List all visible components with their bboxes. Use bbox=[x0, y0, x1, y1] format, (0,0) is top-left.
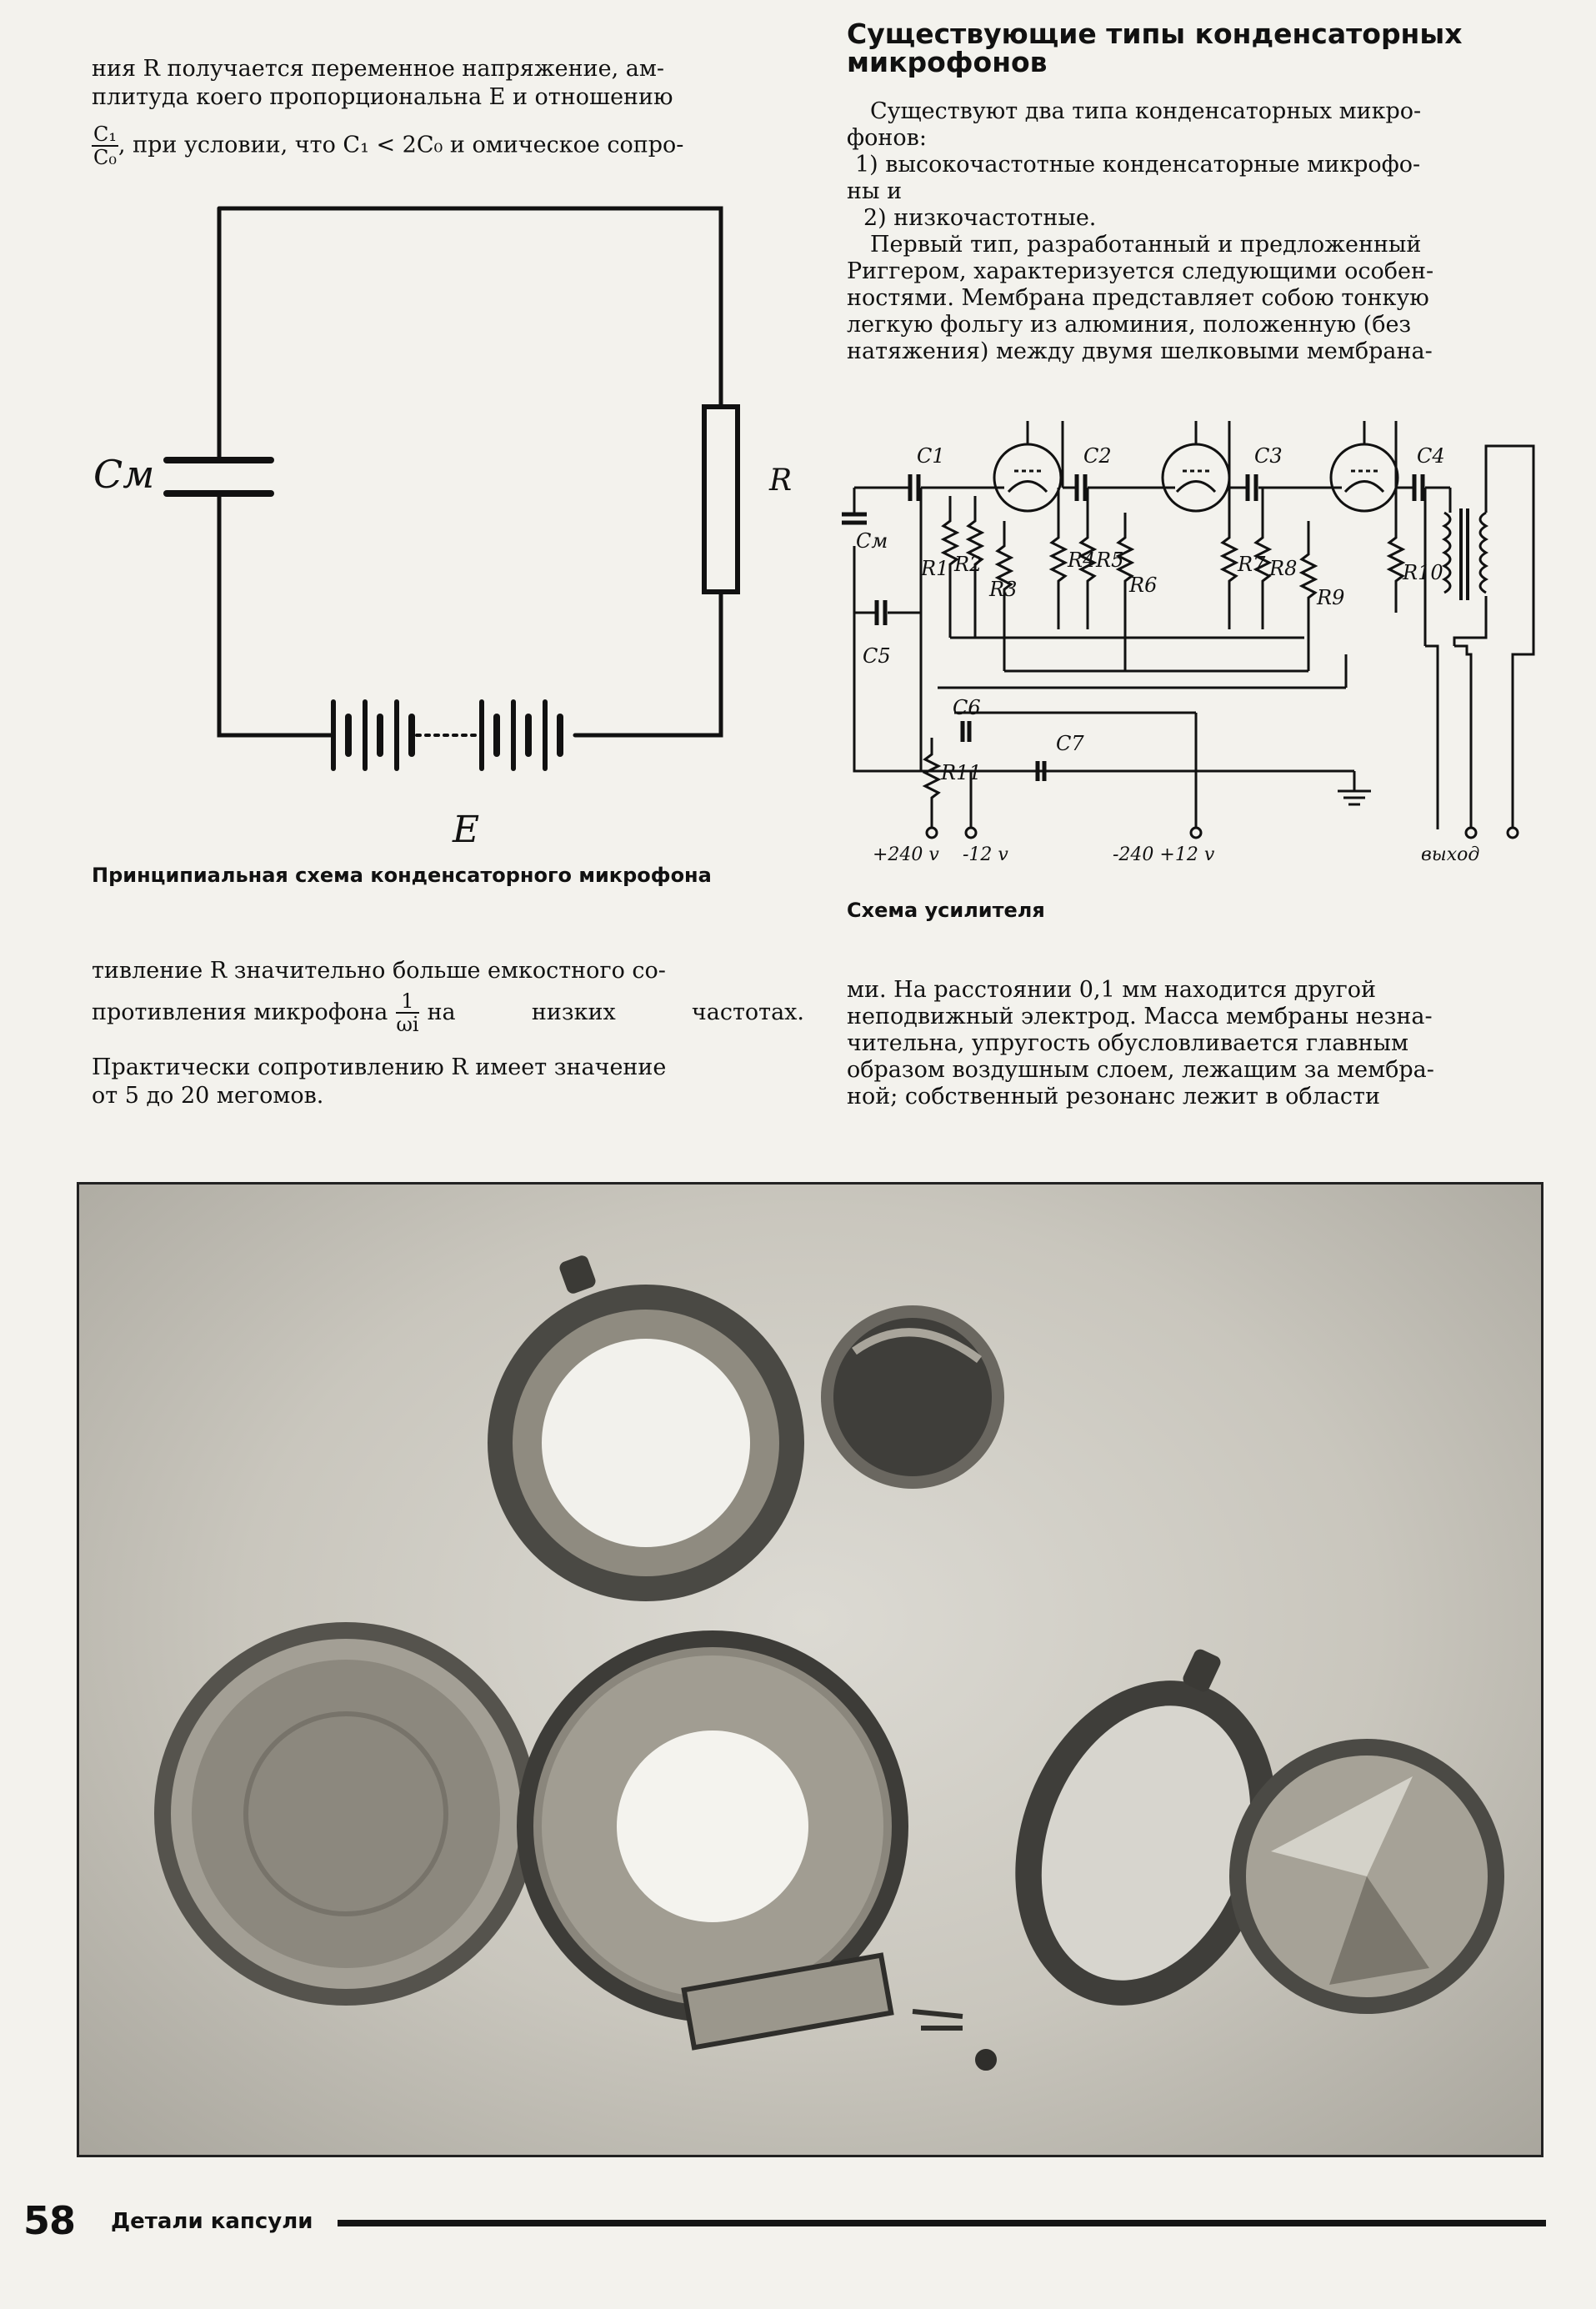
fraction-numerator: C₁ bbox=[93, 123, 117, 146]
battery-cells bbox=[333, 702, 560, 769]
terminals bbox=[927, 828, 1518, 838]
small-screws bbox=[913, 2011, 994, 2068]
label-c3: C3 bbox=[1254, 444, 1283, 468]
text-line: неподвижный электрод. Масса мембраны незна- bbox=[847, 1004, 1433, 1029]
section-heading bbox=[847, 20, 1547, 77]
resistors bbox=[925, 488, 1403, 829]
text-run: , при условии, что C₁ < 2C₀ и омическое сопро- bbox=[118, 132, 684, 158]
text-line: ния R получается переменное напряжение, ам- bbox=[92, 56, 665, 82]
fraction-denominator: C₀ bbox=[93, 146, 117, 169]
text-line-fraction bbox=[92, 123, 804, 168]
text-line: 1) высокочастотные конденсаторные микрофо- bbox=[855, 152, 1421, 178]
label-r6: R6 bbox=[1129, 573, 1158, 597]
label-r10: R10 bbox=[1403, 561, 1443, 584]
text-line: 2) низкочастотные. bbox=[863, 205, 1097, 231]
ring-bottom-center bbox=[517, 1630, 908, 2047]
fraction-numerator: 1 bbox=[396, 990, 418, 1014]
footer-rule bbox=[338, 2220, 1546, 2226]
ring-top bbox=[488, 1254, 804, 1601]
terminal-label-plus240: +240 v bbox=[873, 844, 939, 865]
amplifier-schematic bbox=[838, 421, 1563, 871]
caption-amplifier: Схема усилителя bbox=[847, 899, 1045, 922]
text-line-fraction bbox=[92, 990, 804, 1035]
text-line: от 5 до 20 мегомов. bbox=[92, 1083, 324, 1109]
label-r11: R11 bbox=[941, 761, 982, 784]
text-run: противления микрофона bbox=[92, 999, 388, 1025]
label-c4: C4 bbox=[1417, 444, 1445, 468]
disc-top bbox=[821, 1305, 1004, 1489]
right-para-2 bbox=[847, 977, 1547, 1110]
terminal-label-minus12: -12 v bbox=[963, 844, 1008, 865]
resistor-r bbox=[704, 407, 738, 592]
text-line: ны и bbox=[847, 178, 903, 204]
label-r9: R9 bbox=[1317, 586, 1345, 609]
label-e: E bbox=[453, 809, 480, 850]
label-r4: R4 bbox=[1068, 548, 1096, 572]
fraction-c1-c0 bbox=[92, 123, 118, 168]
text-line: ной; собственный резонанс лежит в области bbox=[847, 1084, 1380, 1109]
text-line: Первый тип, разработанный и предложенный bbox=[870, 232, 1422, 258]
supply-bus bbox=[938, 638, 1346, 829]
pan-bottom-left bbox=[154, 1622, 538, 2006]
condenser-microphone-schematic bbox=[83, 192, 817, 850]
fraction-denominator: ωi bbox=[396, 1013, 419, 1036]
label-r1: R1 bbox=[921, 557, 949, 580]
left-para-2 bbox=[92, 957, 804, 1110]
label-c7: C7 bbox=[1056, 732, 1084, 755]
text-line: ми. На расстоянии 0,1 мм находится другой bbox=[847, 977, 1376, 1003]
label-r8: R8 bbox=[1269, 557, 1298, 580]
label-cm: Cм bbox=[856, 529, 888, 553]
terminal-label-output: выход bbox=[1421, 844, 1480, 865]
footer-caption: Детали капсули bbox=[111, 2209, 313, 2234]
label-cm: Cм bbox=[93, 452, 155, 497]
text-line: ностями. Мембрана представляет собою тонкую bbox=[847, 285, 1429, 311]
text-line: легкую фольгу из алюминия, положенную (без bbox=[847, 312, 1412, 338]
caption-condenser-microphone: Принципиальная схема конденсаторного микрофона bbox=[92, 864, 712, 887]
text-line: тивление R значительно больше емкостного со- bbox=[92, 958, 666, 984]
page-number: 58 bbox=[23, 2198, 76, 2243]
capsule-parts-photo bbox=[77, 1182, 1543, 2157]
text-run: на низких частотах. bbox=[427, 999, 804, 1025]
input-wires bbox=[854, 488, 1354, 771]
text-line: образом воздушным слоем, лежащим за мембра- bbox=[847, 1057, 1434, 1083]
text-line: фонов: bbox=[847, 125, 927, 151]
heading-line: Существующие типы конденсаторных bbox=[847, 18, 1463, 50]
text-line: плитуда коего пропорциональна E и отношению bbox=[92, 84, 673, 110]
ground-symbol bbox=[1338, 771, 1371, 804]
text-line: натяжения) между двумя шелковыми мембрана- bbox=[847, 338, 1433, 364]
left-para-1 bbox=[92, 55, 804, 168]
output-transformer bbox=[1425, 446, 1533, 829]
label-r7: R7 bbox=[1238, 553, 1266, 576]
circuit-wire-right-bottom bbox=[575, 592, 721, 735]
circuit-wire-top bbox=[219, 208, 721, 407]
label-r5: R5 bbox=[1096, 548, 1124, 572]
capsule-parts-illustration bbox=[79, 1185, 1541, 2155]
right-para-1 bbox=[847, 98, 1547, 365]
label-c5: C5 bbox=[863, 644, 891, 668]
label-r2: R2 bbox=[954, 553, 983, 576]
vacuum-tubes bbox=[994, 421, 1398, 511]
text-line: Существуют два типа конденсаторных микро- bbox=[870, 98, 1422, 124]
label-c2: C2 bbox=[1083, 444, 1112, 468]
text-line: чительна, упругость обусловливается главным bbox=[847, 1030, 1408, 1056]
label-c6: C6 bbox=[953, 696, 981, 719]
text-line: Практически сопротивлению R имеет значение bbox=[92, 1054, 667, 1080]
fraction-one-over-omega-i bbox=[396, 990, 418, 1035]
circuit-wire-left-bottom bbox=[219, 493, 333, 735]
label-c1: C1 bbox=[917, 444, 945, 468]
text-line: Риггером, характеризуется следующими особен- bbox=[847, 258, 1434, 284]
label-r: R bbox=[769, 463, 793, 498]
disc-bottom-right bbox=[1229, 1739, 1504, 2014]
heading-line: микрофонов bbox=[847, 46, 1048, 78]
terminal-label-minus240-plus12: -240 +12 v bbox=[1113, 844, 1215, 865]
label-r3: R3 bbox=[989, 578, 1018, 601]
